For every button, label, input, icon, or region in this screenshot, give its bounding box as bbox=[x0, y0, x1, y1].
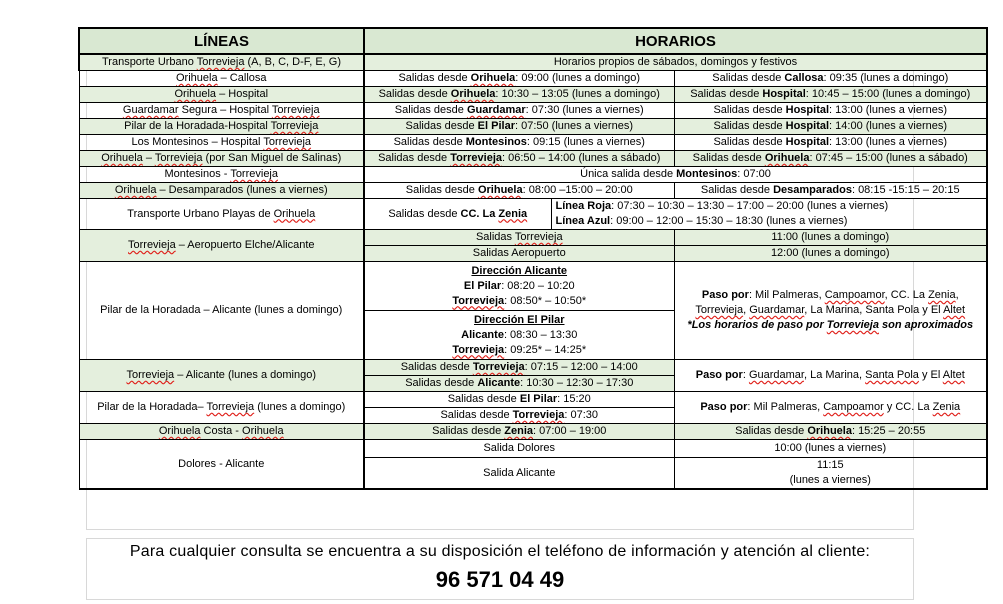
header-lineas: LÍNEAS bbox=[79, 28, 364, 54]
schedule-cell: Salidas Aeropuerto bbox=[364, 246, 674, 262]
line-name: Guardamar Segura – Hospital Torrevieja bbox=[79, 103, 364, 119]
schedule-cell: Salidas desde Orihuela: 09:00 (lunes a domingo) bbox=[364, 71, 674, 87]
direction-alicante: Dirección Alicante El Pilar: 08:20 – 10:20 Torrevieja: 08:50* – 10:50* bbox=[364, 262, 674, 311]
line-name: Montesinos - Torrevieja bbox=[79, 167, 364, 183]
line-name: Torrevieja – Aeropuerto Elche/Alicante bbox=[79, 230, 364, 262]
line-name: Pilar de la Horadada– Torrevieja (lunes a domingo) bbox=[79, 392, 364, 424]
schedule-cell: Salidas desde El Pilar: 15:20 bbox=[364, 392, 674, 408]
schedule-cell: Salidas desde Orihuela: 10:30 – 13:05 (lunes a domingo) bbox=[364, 87, 674, 103]
direction-el-pilar: Dirección El Pilar Alicante: 08:30 – 13:30 Torrevieja: 09:25* – 14:25* bbox=[364, 311, 674, 360]
schedule-cell: Horarios propios de sábados, domingos y festivos bbox=[364, 54, 987, 71]
schedule-cell: Salidas desde Hospital: 13:00 (lunes a viernes) bbox=[674, 135, 987, 151]
schedule-cell: Salidas desde CC. La Zenia bbox=[364, 199, 551, 230]
schedule-cell: Salidas desde Callosa: 09:35 (lunes a domingo) bbox=[674, 71, 987, 87]
line-name: Transporte Urbano Playas de Orihuela bbox=[79, 199, 364, 230]
linea-azul: Línea Azul: 09:00 – 12:00 – 15:30 – 18:30 (lunes a viernes) bbox=[555, 215, 848, 227]
line-name: Pilar de la Horadada-Hospital Torrevieja bbox=[79, 119, 364, 135]
line-name: Orihuela – Desamparados (lunes a viernes) bbox=[79, 183, 364, 199]
table-row bbox=[79, 119, 987, 135]
header-horarios: HORARIOS bbox=[364, 28, 987, 54]
schedule-cell bbox=[551, 199, 987, 230]
schedule-cell: Salidas desde Torrevieja: 07:15 – 12:00 – 14:00 bbox=[364, 360, 674, 376]
schedule-cell: Salidas desde Orihuela: 15:25 – 20:55 bbox=[674, 424, 987, 440]
schedule-cell: Única salida desde Montesinos: 07:00 bbox=[364, 167, 987, 183]
line-name: Los Montesinos – Hospital Torrevieja bbox=[79, 135, 364, 151]
contact-text: Para cualquier consulta se encuentra a su disposición el teléfono de información y atención al cliente: bbox=[129, 543, 871, 560]
schedule-table bbox=[78, 27, 988, 490]
table-row bbox=[79, 54, 987, 71]
schedule-cell: Salidas desde Hospital: 10:45 – 15:00 (lunes a domingo) bbox=[674, 87, 987, 103]
line-name: Orihuela – Torrevieja (por San Miguel de Salinas) bbox=[79, 151, 364, 167]
table-row bbox=[79, 183, 987, 199]
schedule-cell: Salidas desde Hospital: 14:00 (lunes a viernes) bbox=[674, 119, 987, 135]
schedule-cell: 11:00 (lunes a domingo) bbox=[674, 230, 987, 246]
table-row bbox=[79, 230, 987, 246]
table-row bbox=[79, 151, 987, 167]
line-name: Torrevieja – Alicante (lunes a domingo) bbox=[79, 360, 364, 392]
table-row bbox=[79, 424, 987, 440]
line-name: Orihuela – Callosa bbox=[79, 71, 364, 87]
schedule-cell: 10:00 (lunes a viernes) bbox=[674, 440, 987, 458]
schedule-cell: Salidas desde Zenia: 07:00 – 19:00 bbox=[364, 424, 674, 440]
table-row bbox=[79, 87, 987, 103]
schedule-cell: 11:15 (lunes a viernes) bbox=[674, 458, 987, 490]
schedule-cell: Salidas desde Hospital: 13:00 (lunes a viernes) bbox=[674, 103, 987, 119]
schedule-cell: Salidas desde Montesinos: 09:15 (lunes a viernes) bbox=[364, 135, 674, 151]
schedule-cell: Salidas desde Guardamar: 07:30 (lunes a viernes) bbox=[364, 103, 674, 119]
table-row bbox=[79, 199, 987, 230]
table-row bbox=[79, 392, 987, 408]
schedule-cell: Salidas desde Alicante: 10:30 – 12:30 – 17:30 bbox=[364, 376, 674, 392]
phone-number: 96 571 04 49 bbox=[435, 567, 565, 592]
table-row bbox=[79, 167, 987, 183]
table-row bbox=[79, 262, 987, 311]
table-row bbox=[79, 440, 987, 458]
schedule-cell: Salidas desde Desamparados: 08:15 -15:15 – 20:15 bbox=[674, 183, 987, 199]
line-name: Orihuela Costa - Orihuela bbox=[79, 424, 364, 440]
linea-roja: Línea Roja: 07:30 – 10:30 – 13:30 – 17:00 – 20:00 (lunes a viernes) bbox=[555, 200, 889, 212]
paso-por-cell: Paso por: Mil Palmeras, Campoamor y CC. La Zenia bbox=[674, 392, 987, 424]
line-name: Dolores - Alicante bbox=[79, 440, 364, 490]
schedule-cell: Salidas desde Torrevieja: 06:50 – 14:00 (lunes a sábado) bbox=[364, 151, 674, 167]
schedule-cell: Salidas desde El Pilar: 07:50 (lunes a viernes) bbox=[364, 119, 674, 135]
line-name: Transporte Urbano Torrevieja (A, B, C, D-F, E, G) bbox=[79, 54, 364, 71]
schedule-cell: Salidas desde Torrevieja: 07:30 bbox=[364, 408, 674, 424]
schedule-cell: Salida Alicante bbox=[364, 458, 674, 490]
schedule-cell: Salidas Torrevieja bbox=[364, 230, 674, 246]
line-name: Pilar de la Horadada – Alicante (lunes a domingo) bbox=[79, 262, 364, 360]
table-row bbox=[79, 135, 987, 151]
paso-por-cell: Paso por: Guardamar, La Marina, Santa Pola y El Altet bbox=[674, 360, 987, 392]
schedule-cell: 12:00 (lunes a domingo) bbox=[674, 246, 987, 262]
table-row bbox=[79, 71, 987, 87]
contact-info-box bbox=[86, 538, 914, 600]
paso-por-cell: Paso por: Mil Palmeras, Campoamor, CC. La Zenia, Torrevieja, Guardamar, La Marina, Santa Pola y El Altet *Los horarios de paso por Torrevieja son aproximados bbox=[674, 262, 987, 360]
schedule-cell: Salidas desde Orihuela: 07:45 – 15:00 (lunes a sábado) bbox=[674, 151, 987, 167]
table-row bbox=[79, 103, 987, 119]
line-name: Orihuela – Hospital bbox=[79, 87, 364, 103]
header-row bbox=[79, 28, 987, 54]
table-row bbox=[79, 360, 987, 376]
schedule-cell: Salida Dolores bbox=[364, 440, 674, 458]
schedule-cell: Salidas desde Orihuela: 08:00 –15:00 – 20:00 bbox=[364, 183, 674, 199]
